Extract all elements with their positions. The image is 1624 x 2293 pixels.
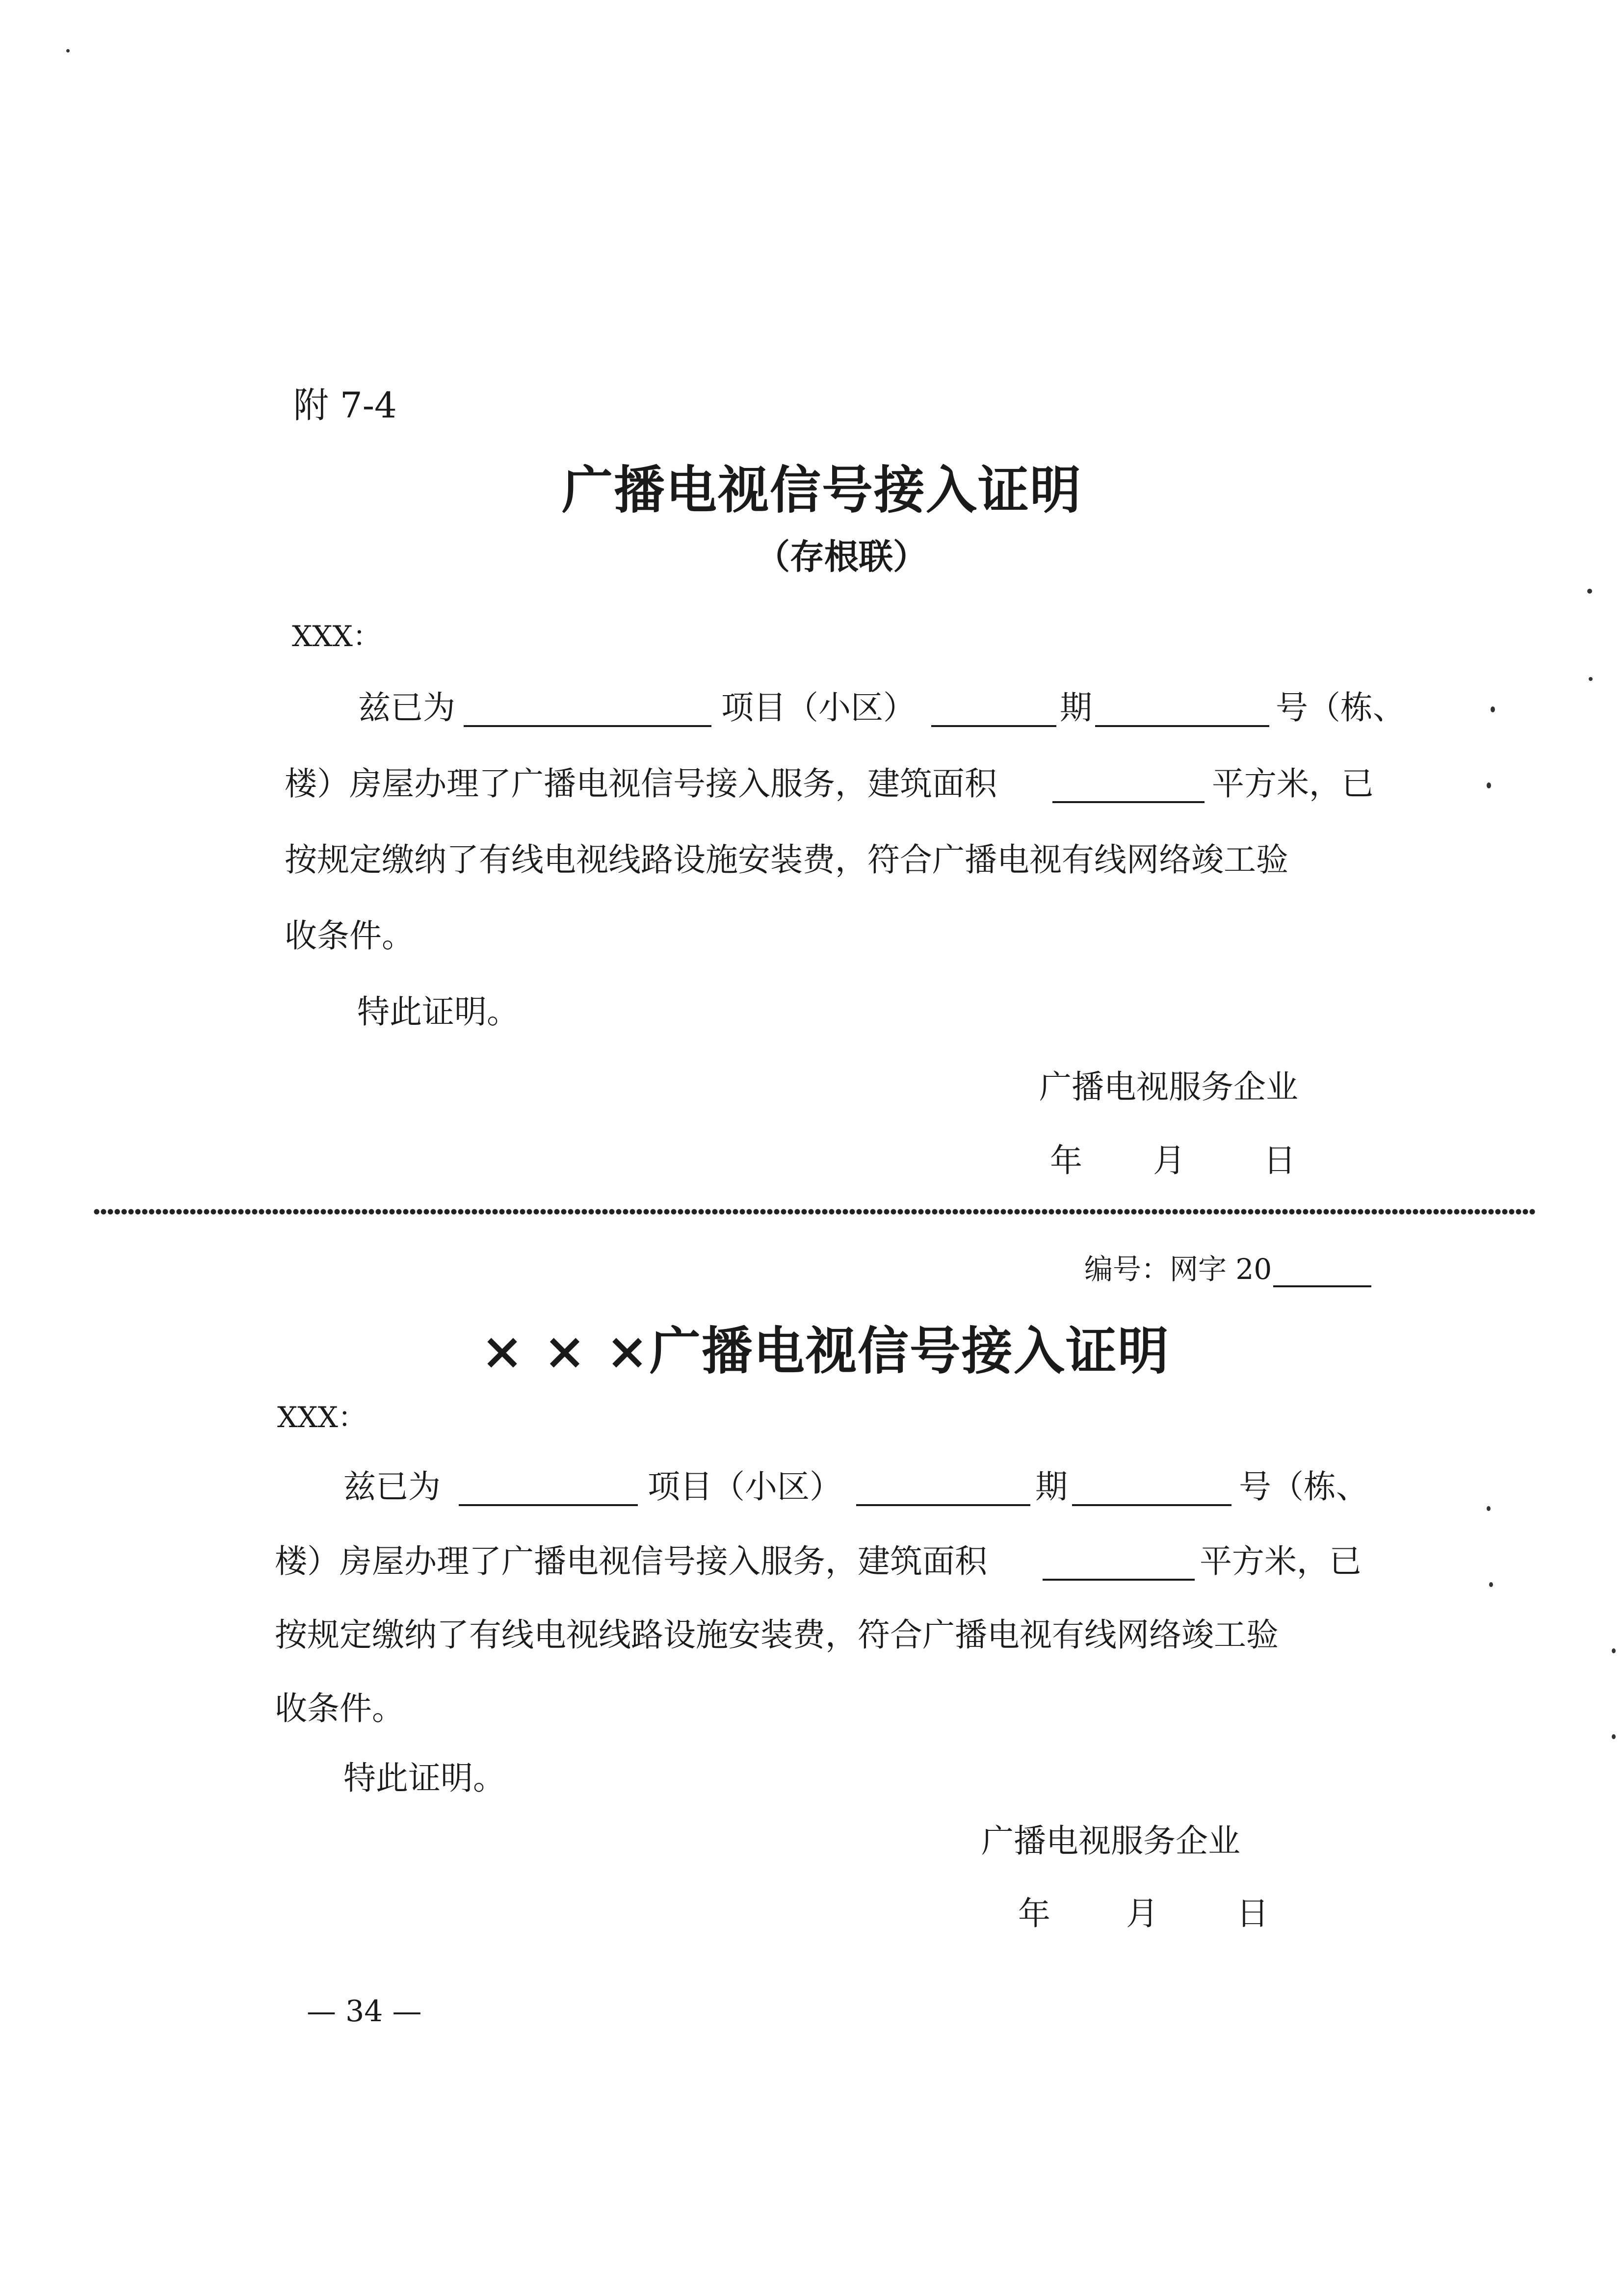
stub-day: 日 [1263,1142,1296,1179]
stub-area-blank [1052,801,1205,803]
cert-salutation: XXX： [277,1401,367,1434]
scan-speck [1612,1648,1616,1653]
stub-issuer: 广播电视服务企业 [1039,1068,1298,1106]
stub-p2-b: 平方米，已 [1212,765,1374,803]
stub-project-blank [464,725,711,727]
scan-speck [1487,782,1491,788]
scan-speck [1489,1582,1493,1587]
cert-phase-blank [856,1504,1030,1506]
scan-speck [1587,589,1592,594]
cert-serial-blank [1273,1285,1371,1287]
cert-serial-label: 编号：网字 20 [1084,1252,1272,1286]
cert-closing: 特此证明。 [343,1759,505,1797]
cert-month: 月 [1126,1895,1158,1932]
scan-speck [1612,1734,1616,1739]
cert-project-blank [459,1504,638,1506]
stub-phase-blank [931,725,1056,727]
stub-year: 年 [1050,1142,1082,1179]
stub-p1-c: 期 [1060,689,1092,727]
cert-year: 年 [1018,1895,1050,1932]
cert-p1-d: 号（栋、 [1239,1468,1368,1506]
cert-p1-a: 兹已为 [343,1468,441,1506]
stub-salutation: XXX： [292,620,381,653]
stub-title: 广播电视信号接入证明 [562,460,1082,520]
stub-closing: 特此证明。 [357,993,519,1031]
stub-p3: 按规定缴纳了有线电视线路设施安装费，符合广播电视有线网络竣工验 [285,841,1288,879]
appendix-label: 附 7-4 [293,385,397,426]
stub-p1-b: 项目（小区） [721,689,916,727]
stub-p2-a: 楼）房屋办理了广播电视信号接入服务，建筑面积 [285,765,997,803]
stub-month: 月 [1153,1142,1185,1179]
cert-p2-b: 平方米，已 [1200,1542,1362,1580]
scan-speck [66,49,70,52]
page-number: — 34 — [307,1994,422,2029]
stub-p1-d: 号（栋、 [1276,689,1405,727]
cert-area-blank [1043,1579,1195,1581]
scan-speck [1487,1506,1491,1511]
cert-day: 日 [1236,1895,1269,1932]
cert-issuer: 广播电视服务企业 [981,1822,1240,1860]
stub-p4: 收条件。 [285,917,414,955]
cert-p1-c: 期 [1035,1468,1068,1506]
scan-speck [1491,706,1495,712]
cert-title: × × ×广播电视信号接入证明 [481,1321,1170,1381]
stub-subtitle: （存根联） [756,536,927,577]
cert-p4: 收条件。 [275,1690,404,1727]
cert-p3: 按规定缴纳了有线电视线路设施安装费，符合广播电视有线网络竣工验 [275,1616,1279,1654]
perforation-line [93,1208,1536,1216]
scan-speck [1589,677,1593,681]
stub-p1-a: 兹已为 [358,689,455,727]
cert-p1-b: 项目（小区） [648,1468,842,1506]
cert-number-blank [1072,1504,1231,1506]
stub-number-blank [1095,725,1269,727]
cert-p2-a: 楼）房屋办理了广播电视信号接入服务，建筑面积 [275,1542,987,1580]
